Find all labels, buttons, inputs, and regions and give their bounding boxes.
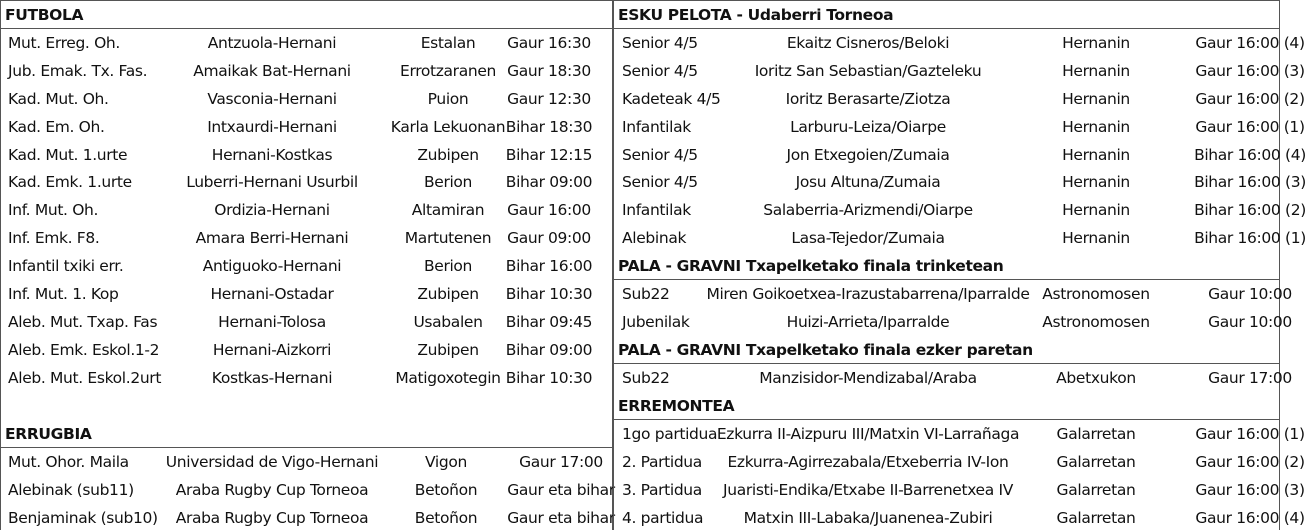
match-cell: Antiguoko-Hernani [202,257,342,276]
venue-cell: Hernanin [1062,89,1130,108]
table-row [1,476,615,504]
venue-cell: Puion [427,89,469,108]
time-cell: Gaur 16:00 [507,201,591,220]
match-cell: Vasconia-Hernani [207,89,337,108]
time-cell: Bihar 12:15 [505,145,593,164]
time-cell: Gaur 17:00 [1208,369,1292,387]
esku-pelota-section [614,1,1306,252]
table-row [1,448,612,476]
match-cell: Josu Altuna/Zumaia [795,173,941,192]
venue-cell: Galarretan [1056,425,1136,443]
category-cell: Aleb. Mut. Txap. Fas [8,312,158,331]
table-row [1,57,612,85]
venue-cell: Galarretan [1056,480,1136,499]
time-cell: Gaur 17:00 [519,453,603,471]
table-row [1,168,612,196]
table-row [1,196,612,224]
time-cell: Bihar 09:00 [505,173,593,192]
venue-cell: Hernanin [1062,173,1130,192]
table-row [614,141,1306,169]
table-row [614,29,1305,57]
match-cell: Ordizia-Hernani [214,201,330,220]
venue-cell: Zubipen [417,285,479,304]
venue-cell: Galarretan [1056,508,1136,527]
time-cell: Bihar 16:00 (4) [1194,145,1306,164]
category-cell: Mut. Ohor. Maila [8,453,129,471]
time-cell: Gaur eta bihar [507,480,615,499]
category-cell: Inf. Emk. F8. [8,229,100,248]
match-cell: Antzuola-Hernani [207,34,337,52]
category-cell: Inf. Mut. Oh. [8,201,99,220]
time-cell: Gaur 16:00 (4) [1195,508,1305,527]
table-row [1,85,612,113]
venue-cell: Zubipen [417,340,479,359]
erremontea-section [614,392,1305,532]
section-title: ERREMONTEA [614,392,1279,420]
table-row [1,113,612,141]
match-cell: Intxaurdi-Hernani [207,117,337,136]
category-cell: Sub22 [622,285,670,303]
category-cell: Kad. Mut. 1.urte [8,145,128,164]
match-cell: Araba Rugby Cup Torneoa [175,480,369,499]
venue-cell: Altamiran [411,201,485,220]
table-row [614,420,1305,448]
errugbia-section [1,420,615,532]
category-cell: Aleb. Mut. Eskol.2urt [8,368,162,387]
time-cell: Gaur 10:00 [1208,285,1292,303]
venue-cell: Betoñon [414,508,478,527]
right-panel [613,0,1306,530]
category-cell: Kad. Emk. 1.urte [8,173,132,192]
venue-cell: Usabalen [413,312,483,331]
match-cell: Luberri-Hernani Usurbil [186,173,358,192]
venue-cell: Betoñon [414,480,478,499]
time-cell: Gaur eta bihar [507,508,615,527]
table-row [614,504,1305,532]
time-cell: Bihar 10:30 [505,368,593,387]
category-cell: Sub22 [622,369,670,387]
time-cell: Gaur 16:00 (1) [1195,425,1305,443]
table-row [1,141,612,169]
table-row [614,308,1292,336]
venue-cell: Matigoxotegin [395,368,501,387]
match-cell: Araba Rugby Cup Torneoa [175,508,369,527]
match-cell: Hernani-Kostkas [211,145,333,164]
category-cell: Kad. Em. Oh. [8,117,105,136]
time-cell: Gaur 16:00 (2) [1195,452,1305,471]
time-cell: Gaur 16:00 (4) [1195,34,1305,52]
time-cell: Bihar 18:30 [505,117,593,136]
category-cell: Kadeteak 4/5 [622,89,721,108]
category-cell: Kad. Mut. Oh. [8,89,109,108]
category-cell: Benjaminak (sub10) [8,508,158,527]
time-cell: Gaur 18:30 [507,61,591,80]
venue-cell: Errotzaranen [400,61,496,80]
section-title: ERRUGBIA [1,420,612,448]
time-cell: Gaur 12:30 [507,89,591,108]
table-row [1,336,612,364]
table-row [1,280,612,308]
venue-cell: Hernanin [1062,34,1130,52]
category-cell: Infantilak [622,201,691,220]
time-cell: Gaur 16:00 (3) [1195,61,1305,80]
time-cell: Gaur 09:00 [507,229,591,248]
time-cell: Gaur 16:00 (2) [1195,89,1305,108]
category-cell: Jub. Emak. Tx. Fas. [8,61,148,80]
venue-cell: Estalan [420,34,476,52]
match-cell: Juaristi-Endika/Etxabe II-Barrenetxea IV [723,480,1013,499]
venue-cell: Galarretan [1056,452,1136,471]
section-title: FUTBOLA [1,1,612,29]
time-cell: Bihar 10:30 [505,285,593,304]
category-cell: 2. Partidua [622,452,702,471]
table-row [614,448,1305,476]
time-cell: Bihar 09:45 [505,312,593,331]
category-cell: 1go partidua [622,425,718,443]
match-cell: Ezkurra II-Aizpuru III/Matxin VI-Larrañaga [716,425,1020,443]
time-cell: Bihar 16:00 (1) [1194,229,1306,248]
time-cell: Bihar 16:00 [505,257,593,276]
match-cell: Miren Goikoetxea-Irazustabarrena/Iparralde [706,285,1030,303]
match-cell: Huizi-Arrieta/Iparralde [786,312,950,331]
category-cell: 3. Partidua [622,480,702,499]
match-cell: Larburu-Leiza/Oiarpe [790,117,946,136]
venue-cell: Hernanin [1062,61,1130,80]
match-cell: Matxin III-Labaka/Juanenea-Zubiri [743,508,993,527]
match-cell: Jon Etxegoien/Zumaia [786,145,950,164]
match-cell: Ezkurra-Agirrezabala/Etxeberria IV-Ion [727,452,1009,471]
pala-trinketean-section [614,252,1292,336]
section-title: PALA - GRAVNI Txapelketako finala trinketean [614,252,1279,280]
pala-ezker-section [614,336,1292,392]
venue-cell: Astronomosen [1042,285,1150,303]
venue-cell: Astronomosen [1042,312,1150,331]
category-cell: Inf. Mut. 1. Kop [8,285,119,304]
category-cell: Alebinak [622,229,687,248]
category-cell: Aleb. Emk. Eskol.1-2 [8,340,160,359]
table-row [614,280,1292,308]
table-row [614,224,1306,252]
match-cell: Ekaitz Cisneros/Beloki [786,34,950,52]
table-row [1,364,612,392]
category-cell: Mut. Erreg. Oh. [8,34,120,52]
match-cell: Hernani-Aizkorri [212,340,332,359]
match-cell: Ioritz Berasarte/Ziotza [785,89,951,108]
match-cell: Hernani-Ostadar [210,285,334,304]
match-cell: Universidad de Vigo-Hernani [165,453,379,471]
table-row [614,364,1292,392]
category-cell: Senior 4/5 [622,61,698,80]
section-title: ESKU PELOTA - Udaberri Torneoa [614,1,1279,29]
match-cell: Amaikak Bat-Hernani [193,61,351,80]
match-cell: Hernani-Tolosa [218,312,326,331]
time-cell: Bihar 16:00 (2) [1194,201,1306,220]
category-cell: 4. partidua [622,508,704,527]
table-row [1,29,612,57]
time-cell: Bihar 09:00 [505,340,593,359]
time-cell: Gaur 16:00 (3) [1195,480,1305,499]
table-row [614,476,1305,504]
time-cell: Gaur 10:00 [1208,312,1292,331]
table-row [1,308,612,336]
match-cell: Kostkas-Hernani [211,368,333,387]
venue-cell: Vigon [425,453,467,471]
match-cell: Lasa-Tejedor/Zumaia [791,229,945,248]
venue-cell: Zubipen [417,145,479,164]
venue-cell: Hernanin [1062,117,1130,136]
venue-cell: Martutenen [404,229,492,248]
venue-cell: Karla Lekuonan [390,117,506,136]
table-row [614,113,1305,141]
category-cell: Senior 4/5 [622,145,698,164]
table-row [1,252,612,280]
table-row [1,504,615,532]
venue-cell: Berion [423,257,473,276]
time-cell: Gaur 16:30 [507,34,591,52]
match-cell: Manzisidor-Mendizabal/Araba [759,369,977,387]
left-panel [0,0,613,530]
time-cell: Gaur 16:00 (1) [1195,117,1305,136]
venue-cell: Abetxukon [1056,369,1136,387]
table-row [614,57,1305,85]
venue-cell: Berion [423,173,473,192]
category-cell: Senior 4/5 [622,34,698,52]
time-cell: Bihar 16:00 (3) [1194,173,1306,192]
category-cell: Senior 4/5 [622,173,698,192]
table-row [1,224,612,252]
futbola-section [1,1,612,392]
venue-cell: Hernanin [1062,145,1130,164]
venue-cell: Hernanin [1062,229,1130,248]
match-cell: Amara Berri-Hernani [195,229,349,248]
table-row [614,85,1305,113]
category-cell: Infantilak [622,117,691,136]
match-cell: Ioritz San Sebastian/Gazteleku [754,61,982,80]
venue-cell: Hernanin [1062,201,1130,220]
table-row [614,196,1306,224]
table-row [614,168,1306,196]
category-cell: Alebinak (sub11) [8,480,134,499]
match-cell: Salaberria-Arizmendi/Oiarpe [763,201,973,220]
category-cell: Jubenilak [622,312,690,331]
category-cell: Infantil txiki err. [8,257,124,276]
section-title: PALA - GRAVNI Txapelketako finala ezker paretan [614,336,1279,364]
